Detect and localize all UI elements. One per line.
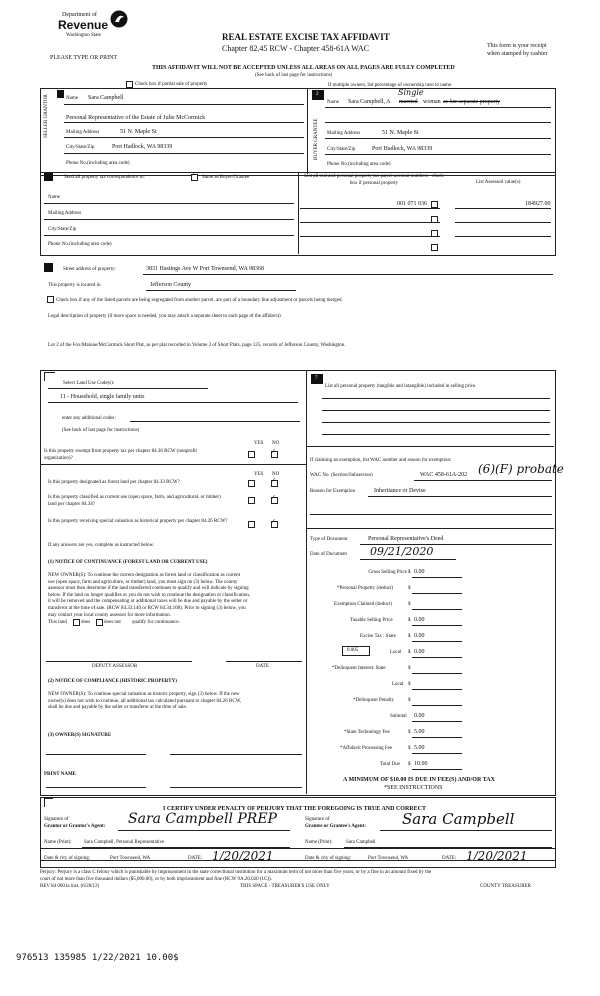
grantee-date-city-label: Date & city of signing: <box>305 856 352 861</box>
no-header-1: NO <box>272 441 280 446</box>
print-name-label: PRINT NAME <box>44 772 76 777</box>
parcel-line-2 <box>300 222 440 223</box>
notice-2-text <box>48 692 303 712</box>
notice-1-title: (1) NOTICE OF CONTINUANCE (FOREST LAND OR CURRENT USE) <box>48 560 208 565</box>
parcel-line-1 <box>300 208 440 209</box>
buyer-name2-line <box>325 122 551 123</box>
doc-type-label: Type of Document <box>310 537 348 542</box>
excise-line <box>412 641 462 642</box>
legal-description: Lot 2 of the Fox/Malone/McCormick Short Plat, as per plat recorded in Volume 2 of Short Plats, page 125, records of Jefferson County, Washington. <box>48 343 346 348</box>
notice-2-line: owner(s) does not wish to continue, all additional tax calculated pursuant to chapter 84.26 RCW, <box>48 698 242 704</box>
taxable-value: 0.00 <box>414 617 425 623</box>
receipt-line-2: when stamped by cashier <box>487 51 548 57</box>
section-5-marker <box>44 372 55 381</box>
county-line <box>146 290 296 291</box>
affidavit-fee-label: *Affidavit Processing Fee <box>340 746 393 751</box>
buyer-name-strike-married: married <box>399 99 418 105</box>
assessed-header: List Assessed value(s) <box>476 180 521 185</box>
buyer-city-line <box>325 154 551 155</box>
print-name-line-2 <box>170 787 302 788</box>
grantor-signature: Sara Campbell PREP <box>128 811 277 827</box>
pp-divider <box>306 446 554 447</box>
q4-text: Is this property receiving special valuation as historical property per chapter 84.26 RCW? <box>48 519 228 524</box>
corr-mailing-line <box>44 219 294 220</box>
assessed-line-1 <box>455 208 551 209</box>
grantee-city: Port Townsend, WA <box>368 856 409 861</box>
buyer-mailing-label: Mailing Address <box>327 131 361 136</box>
grantor-date-label: DATE: <box>188 856 203 861</box>
grantee-sig-label-1: Signature of <box>305 817 330 822</box>
notice-1-line: use (open space, farm and agriculture, or timber) land, you must sign on (3) below. The county <box>48 579 238 585</box>
does-checkbox[interactable] <box>73 619 80 626</box>
multiple-owners-note: If multiple owners, list percentage of ownership next to name. <box>328 83 453 88</box>
q3-no-check-icon: ✓ <box>271 495 277 501</box>
doc-date-line <box>360 559 456 560</box>
q1-yes-checkbox[interactable] <box>248 451 255 458</box>
notice-2-title: (2) NOTICE OF COMPLIANCE (HISTORIC PROPERTY) <box>48 679 177 684</box>
see-back-header: (See back of last page for instructions) <box>255 73 333 78</box>
grantor-sig-line <box>118 830 290 831</box>
buyer-name-woman: woman <box>423 99 441 105</box>
street-line <box>143 274 553 275</box>
does-label: does <box>81 620 91 625</box>
seller-name: Sara Campbell <box>88 95 124 101</box>
logo-revenue: Revenue <box>58 18 109 32</box>
does-not-checkbox[interactable] <box>96 619 103 626</box>
personal-label: *Personal Property (deduct) <box>337 586 394 591</box>
doc-date-label: Date of Document <box>310 552 347 557</box>
notice-1-line: below. If the land no longer qualifies or you do not wish to continue the designation or classification, <box>48 592 250 598</box>
delinquent-penalty-label: *Delinquent Penalty <box>353 698 394 703</box>
buyer-side-label: BUYER GRANTEE <box>314 118 319 160</box>
wac-value: WAC 458-61A-202 <box>420 472 468 478</box>
logo-state: Washington State <box>66 33 102 38</box>
tax-dollar: $ <box>408 698 411 703</box>
gross-label: Gross Selling Price <box>368 570 407 575</box>
seller-mailing-line <box>64 137 304 138</box>
this-land-label: This land <box>48 620 67 625</box>
q4-no-check-icon: ✓ <box>271 519 277 525</box>
assessed-line-3 <box>455 236 551 237</box>
buyer-name-line <box>325 107 551 108</box>
corr-city-line <box>44 235 294 236</box>
grantor-name-print: Sara Campbell, Personal Representative <box>84 840 165 845</box>
answer-note: If any answers are yes, complete as instructed below. <box>48 543 155 548</box>
tax-dollar: $ <box>408 730 411 735</box>
segregated-label: Check box if any of the listed parcels are being segregated from another parcel, are part of a boundary line adjustment or parcels being merged. <box>56 298 343 303</box>
gross-line <box>412 577 462 578</box>
pp-line-3 <box>322 422 550 423</box>
grantor-date: 1/20/2021 <box>212 849 274 863</box>
additional-line <box>130 421 300 422</box>
local-label: Local <box>390 650 402 655</box>
buyer-name-label: Name <box>327 100 339 105</box>
deputy-date-label: DATE <box>256 664 269 669</box>
reason-label: Reason for Exemption <box>310 489 355 494</box>
doc-type-value: Personal Representative's Deed <box>368 536 444 542</box>
q3-text: Is this property classified as current use (open space, farm, and agricultural, or timber) land per chapter 84.34? <box>48 495 221 507</box>
seller-name2-line <box>64 122 304 123</box>
page-subtitle: Chapter 82.45 RCW - Chapter 458-61A WAC <box>222 44 370 53</box>
excise-value: 0.00 <box>414 633 425 639</box>
corr-divider <box>298 172 299 254</box>
seller-name-line <box>64 104 304 105</box>
section-1-marker <box>57 90 64 98</box>
grantor-sig-label-2: Grantor or Grantor's Agent: <box>44 824 106 829</box>
perjury-text: Perjury: Perjury is a class C felony which is punishable by imprisonment in the state correctional institution for a maximum term of not more than five years, or by a fine in an amount fixed by the <box>40 870 432 875</box>
land-use-select-label: Select Land Use Code(s): <box>63 381 115 386</box>
exemption-divider <box>306 528 554 529</box>
q-divider <box>40 464 306 465</box>
grantee-sig-line <box>380 830 552 831</box>
grantee-date-label: DATE: <box>442 856 457 861</box>
print-name-line-1 <box>46 787 146 788</box>
corr-city-label: City/State/Zip <box>48 227 77 232</box>
land-use-divider <box>306 370 307 794</box>
tax-dollar: $ <box>408 666 411 671</box>
tax-dollar: $ <box>408 682 411 687</box>
seller-city: Port Hadlock, WA 98339 <box>112 144 173 150</box>
see-instructions: *SEE INSTRUCTIONS <box>384 785 443 791</box>
doc-date-value: 09/21/2020 <box>370 545 434 558</box>
seller-city-line <box>64 153 304 154</box>
wac-handwritten: (6)(F) probate <box>478 462 564 476</box>
perjury-text-2: court of not more than five thousand dollars ($5,000.00), or by both imprisonment and fine (RCW 9A.20.020 (1C)). <box>40 877 272 882</box>
personal-line <box>412 593 462 594</box>
assessed-line-2 <box>455 222 551 223</box>
seller-city-label: City/State/Zip <box>66 145 95 150</box>
grantor-name-print-label: Name (Print): <box>44 840 72 845</box>
corr-mailing-label: Mailing Address <box>48 211 82 216</box>
q4-yes-checkbox[interactable] <box>248 521 255 528</box>
q2-text: Is this property designated as forest land per chapter 84.33 RCW? <box>48 480 180 485</box>
form-id: REV 84 0001a inst. (6/28/12) <box>40 884 100 889</box>
parcel-header: List all real and personal property tax parcel account numbers - check box if personal property <box>304 174 444 186</box>
parcel-1: 001 071 036 <box>397 201 427 207</box>
same-as-label: Same as Buyer/Grantee <box>202 175 250 180</box>
recording-stamp: 976513 135985 1/22/2021 10.00$ <box>16 953 179 963</box>
buyer-name-strike-separate: as her separate property <box>443 99 501 105</box>
owner-signature-title: (3) OWNER(S) SIGNATURE <box>48 733 112 738</box>
local2-label: Local <box>392 682 404 687</box>
owner-sig-line-2 <box>170 754 302 755</box>
exemption-claimed-label: Exemption Claimed (deduct) <box>334 602 393 607</box>
notice-1-line: it will be removed and the compensating or additional taxes will be due and payable by the seller or <box>48 599 248 605</box>
buyer-handwritten-single: Single <box>398 88 424 97</box>
reason-line <box>368 496 552 497</box>
section-2-num: 2 <box>316 92 319 97</box>
seller-mailing: 51 N. Maple St <box>120 129 157 135</box>
notice-1-line: NEW OWNER(S): To continue the current designation as forest land or classification as current <box>48 573 241 578</box>
affidavit-line <box>412 753 462 754</box>
deputy-label: DEPUTY ASSESSOR <box>92 664 138 669</box>
no-header-2: NO <box>272 472 280 477</box>
total-due-label: Total Due <box>380 762 400 767</box>
grantee-name-print-label: Name (Print): <box>305 840 333 845</box>
rate-value: 0.005 <box>347 648 359 653</box>
legal-label: Legal description of property (if more space is needed, you may attach a separate sheet to each page of the affidavit) <box>48 314 281 319</box>
tech-fee-label: *State Technology Fee <box>344 730 390 735</box>
notice-1-text <box>48 573 303 619</box>
q1-text: Is this property exempt from property tax per chapter 84.36 RCW (nonprofit organization)? <box>44 449 197 461</box>
treasurer-only: THIS SPACE - TREASURER'S USE ONLY <box>240 884 330 889</box>
q1-no-check-icon: ✓ <box>271 449 277 455</box>
wac-label: WAC No. (Section/Subsection) <box>310 473 373 478</box>
seller-side-label: SELLER GRANTOR <box>44 94 49 138</box>
does-not-label: does not <box>104 620 121 625</box>
please-type: PLEASE TYPE OR PRINT <box>50 55 118 61</box>
partial-sale-checkbox[interactable] <box>126 81 133 88</box>
buyer-name-prefix: Sara Campbell, A <box>348 99 391 105</box>
grantee-sig-label-2: Grantee or Grantee's Agent: <box>305 824 366 829</box>
county-value: Jefferson County <box>150 282 192 288</box>
grantor-date-city-label: Date & city of signing: <box>44 856 91 861</box>
yes-header-2: YES <box>254 472 264 477</box>
tax-dollar: $ <box>408 746 411 751</box>
subtotal-line <box>412 721 462 722</box>
affidavit-fee-value: 5.00 <box>414 745 425 751</box>
parcel-1-checkbox[interactable] <box>431 201 438 208</box>
parcel-line-3 <box>300 236 440 237</box>
q3-yes-checkbox[interactable] <box>248 497 255 504</box>
q2-yes-checkbox[interactable] <box>248 480 255 487</box>
grantee-date: 1/20/2021 <box>466 849 528 863</box>
county-treasurer: COUNTY TREASURER <box>480 884 531 889</box>
buyer-mailing: 51 N. Maple St <box>382 130 419 136</box>
exemption-line <box>412 609 462 610</box>
buyer-city-label: City/State/Zip <box>327 147 356 152</box>
tax-dollar: $ <box>408 602 411 607</box>
gross-value: 0.00 <box>414 569 425 575</box>
wa-logo-icon <box>110 10 128 28</box>
taxable-line <box>412 625 462 626</box>
additional-codes: enter any additional codes: <box>62 416 116 421</box>
segregated-checkbox[interactable] <box>47 296 54 303</box>
tax-dollar: $ <box>408 762 411 767</box>
wac-line <box>414 480 552 481</box>
notice-2-line: NEW OWNER(S): To continue special valuation as historic property, sign (3) below. If the new <box>48 692 240 697</box>
reason-value: Inheritance or Devise <box>374 488 426 494</box>
buyer-city: Port Hadlock, WA 98339 <box>372 146 433 152</box>
deputy-date-line <box>226 661 302 662</box>
section-8-marker <box>44 798 53 807</box>
tech-fee-value: 5.00 <box>414 729 425 735</box>
notice-1-line: assessor must then determine if the land transferred continues to qualify and will indicate by signing <box>48 586 249 592</box>
tax-dollar: $ <box>408 650 411 655</box>
owner-sig-line-1 <box>46 754 146 755</box>
page-title: REAL ESTATE EXCISE TAX AFFIDAVIT <box>222 32 390 42</box>
land-use-code: 11 - Household, single family units <box>60 394 145 400</box>
subtotal-value: 0.00 <box>414 713 425 719</box>
q2-no-check-icon: ✓ <box>271 478 277 484</box>
corr-name-line <box>44 203 294 204</box>
same-as-check-icon: ✓ <box>191 172 197 178</box>
assessed-value-1: 184927.00 <box>525 201 551 207</box>
yes-header-1: YES <box>254 441 264 446</box>
notice-1-line: may contact your local county assessor for more information. <box>48 612 171 618</box>
section-7-num: 7 <box>315 376 318 381</box>
corr-name-label: Name <box>48 195 60 200</box>
tax-dollar: $ <box>408 618 411 623</box>
land-use-code-line <box>48 402 298 403</box>
delinquent-interest-label: *Delinquent Interest: State <box>332 666 386 671</box>
seller-name-label: Name <box>66 96 78 101</box>
certify-statement: I CERTIFY UNDER PENALTY OF PERJURY THAT THE FOREGOING IS TRUE AND CORRECT <box>163 806 426 812</box>
section-3-marker <box>44 173 53 181</box>
pp-line-1 <box>322 398 550 399</box>
grantor-city: Port Townsend, WA <box>110 856 151 861</box>
grantee-signature: Sara Campbell <box>402 810 515 828</box>
delinq-pen-line <box>412 705 462 706</box>
street-label: Street address of property: <box>63 267 116 272</box>
deputy-line <box>46 661 192 662</box>
excise-label: Excise Tax : State <box>360 634 396 639</box>
reason-line-2 <box>310 514 552 515</box>
local-value: 0.00 <box>414 649 425 655</box>
partial-sale-label: Check box if partial sale of property <box>135 82 208 87</box>
pp-line-2 <box>322 410 550 411</box>
grantor-sig-label-1: Signature of <box>44 817 69 822</box>
receipt-line-1: This form is your receipt <box>487 43 547 49</box>
logo-dept: Department of <box>62 12 97 18</box>
tax-dollar: $ <box>408 570 411 575</box>
tech-line <box>412 737 462 738</box>
parcel-4-checkbox[interactable] <box>431 244 438 251</box>
total-due-value: 10.00 <box>414 761 428 767</box>
seller-phone-label: Phone No.(including area code) <box>66 161 130 166</box>
grantee-name-print: Sara Campbell <box>346 840 376 845</box>
local2-line <box>412 689 462 690</box>
corr-label: Send all property tax correspondence to: <box>64 175 145 180</box>
located-label: This property is located in <box>48 283 101 288</box>
personal-property-label: List all personal property (tangible and intangible) included in selling price. <box>325 384 477 389</box>
dor-logo <box>58 10 130 50</box>
exemption-claim-label: If claiming an exemption, list WAC number and reason for exemption: <box>310 458 452 463</box>
street-value: 3831 Hastings Ave W Port Townsend, WA 98368 <box>146 266 265 272</box>
delinq-int-line <box>412 673 462 674</box>
section-4-marker <box>44 263 53 272</box>
taxable-label: Taxable Selling Price <box>350 618 393 623</box>
local-line <box>412 657 462 658</box>
notice-1-line: transferor at the time of sale. (RCW 84.33.140 or RCW 84.34.108). Prior to signing (3) below, you <box>48 605 246 611</box>
notice-2-line: shall be due and payable by the seller or transferor at the time of sale. <box>48 705 187 711</box>
total-line <box>412 769 462 770</box>
land-use-see-back: (See back of last page for instructions) <box>62 428 140 433</box>
tax-dollar: $ <box>408 586 411 591</box>
seller-buyer-divider <box>307 88 308 174</box>
seller-name-line2: Personal Representative of the Estate of Julie McCormick <box>66 115 206 121</box>
pp-line-4 <box>322 434 550 435</box>
warning-text: THIS AFFIDAVIT WILL NOT BE ACCEPTED UNLESS ALL AREAS ON ALL PAGES ARE FULLY COMPLETED <box>152 65 455 71</box>
minimum-note: A MINIMUM OF $10.00 IS DUE IN FEE(S) AND/OR TAX <box>343 777 495 783</box>
subtotal-label: Subtotal <box>390 714 407 719</box>
seller-mailing-label: Mailing Address <box>66 130 100 135</box>
qualify-label: qualify for continuance. <box>132 620 180 625</box>
corr-phone-label: Phone No.(including area code) <box>48 242 112 247</box>
buyer-mailing-line <box>325 138 551 139</box>
buyer-phone-label: Phone No.(including area code) <box>327 162 391 167</box>
land-use-select-line <box>48 388 208 389</box>
tax-dollar: $ <box>408 634 411 639</box>
